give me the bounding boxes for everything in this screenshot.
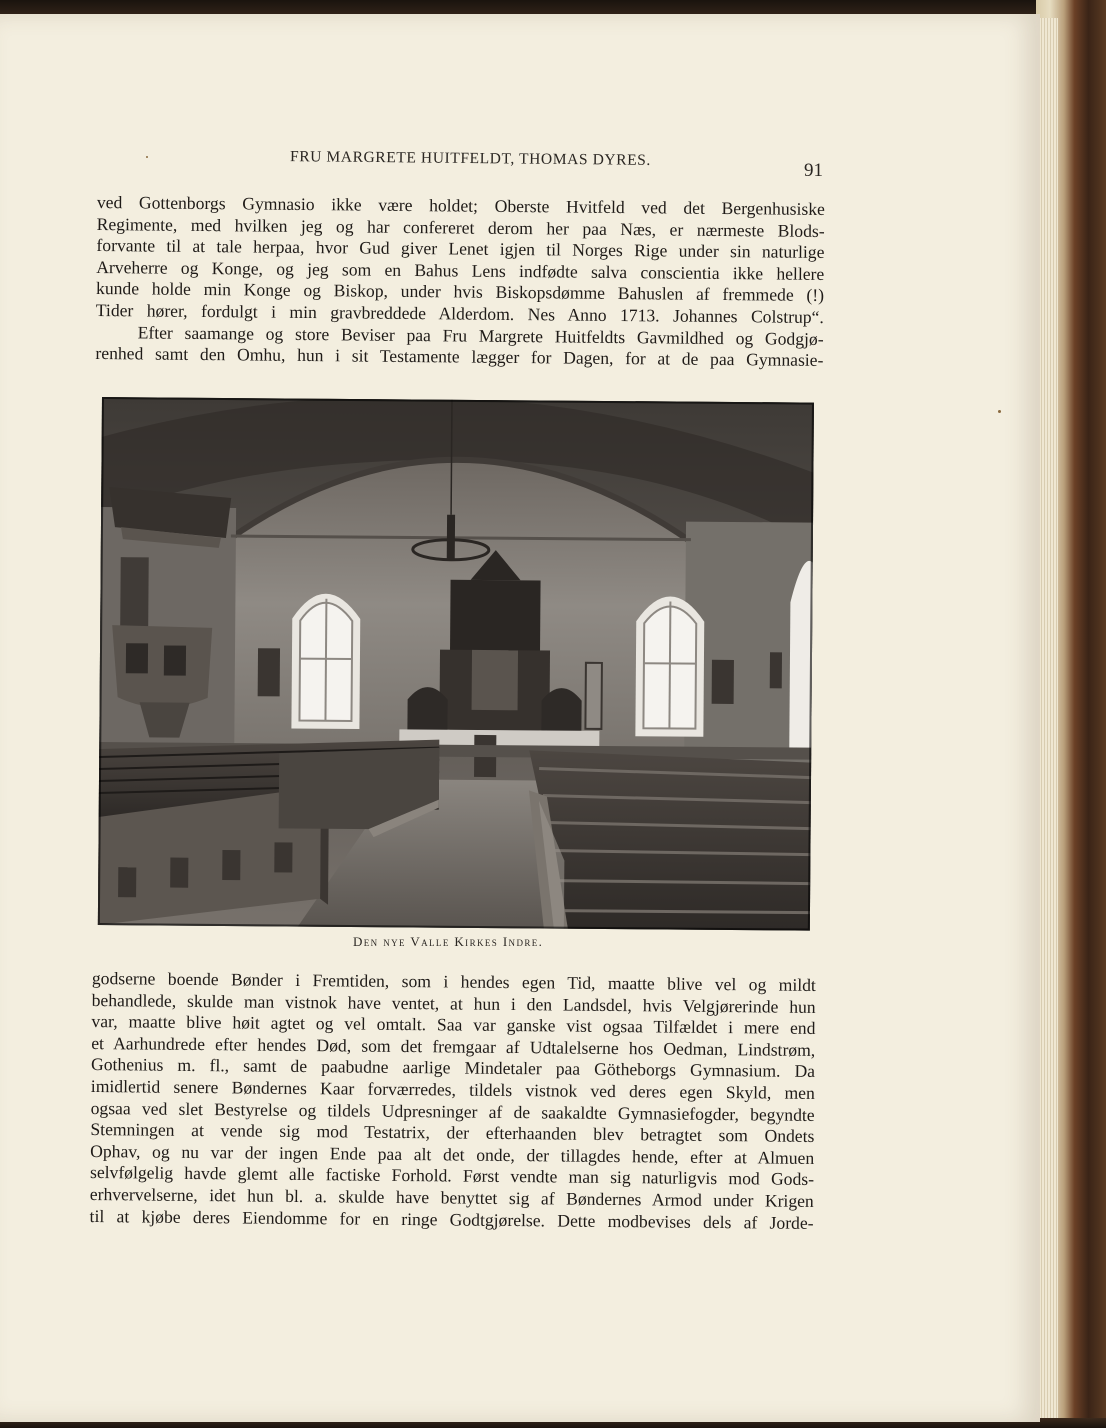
text-line: var, maatte blive høit agtet og vel omtalt. Saa var ganske vist ogsaa Tilfældet i mere end	[91, 1011, 816, 1039]
text-line: Efter saamange og store Beviser paa Fru Margrete Huitfeldts Gavmildhed og Godgjø-	[137, 321, 824, 349]
text-line: Regimente, med hvilken jeg og har confereret derom her paa Næs, er nærmeste Blods-	[96, 213, 825, 241]
text-line: renhed samt den Omhu, hun i sit Testamente lægger for Dagen, for at de paa Gymnasie-	[95, 343, 824, 371]
text-line: kunde holde min Konge og Biskop, under hvis Biskopsdømme Bahuslen af fremmede (!)	[95, 278, 825, 306]
text-line: imidlertid senere Bøndernes Kaar forværredes, tildels vistnok ved deres egen Skyld, men	[90, 1075, 815, 1103]
text-line: godserne boende Bønder i Fremtiden, som i hendes egen Tid, maatte blive vel og mildt	[91, 968, 816, 995]
page-number: 91	[804, 160, 823, 181]
text-line: Ophav, og nu var der ingen Ende paa alt det onde, der tillagdes hende, efter at Almuen	[90, 1140, 815, 1168]
bottom-paragraph-block	[90, 968, 816, 1234]
text-line: til at kjøbe deres Eiendomme for en ringe Godtgjørelse. Dette modbevises dels af Jorde-	[89, 1205, 814, 1233]
text-line: behandlede, skulde man vistnok have ventet, at hun i den Landsdel, hvis Velgjørerinde hun	[91, 989, 816, 1017]
figure-caption: Den nye Valle Kirkes Indre.	[353, 934, 544, 949]
church-interior-photo	[98, 397, 814, 931]
text-line: selvfølgelig havde glemt alle factiske Forhold. Først vendte man sig naturligvis mod Gods-	[89, 1162, 815, 1190]
text-line: ogsaa ved slet Bestyrelse og tildels Udpresninger af de saakaldte Gymnasiefogder, begyndte	[90, 1097, 815, 1125]
text-line: Tider hører, fordulgt i min gravbreddede Alderdom. Nes Anno 1713. Johannes Colstrup“.	[95, 299, 824, 327]
paper-speck	[146, 156, 148, 158]
text-line: erhvervelserne, idet hun bl. a. skulde have benyttet sig af Bøndernes Armod under Krigen	[89, 1183, 814, 1211]
top-paragraph-block	[95, 192, 825, 372]
text-line: Gothenius m. fl., samt de paabudne aarlige Mindetaler paa Götheborgs Gymnasium. Da	[90, 1054, 816, 1082]
paper-speck	[998, 410, 1001, 413]
text-line: et Aarhundrede efter hendes Død, som det fremgaar af Udtalelserne hos Oedman, Lindstrøm,	[91, 1032, 816, 1060]
text-line: Stemningen at vende sig mod Testatrix, der efterhaanden blev betragtet som Ondets	[90, 1119, 815, 1147]
text-line: forvante til at tale herpaa, hvor Gud giver Lenet igjen til Norges Rige under sin naturlige	[96, 235, 825, 263]
running-head: FRU MARGRETE HUITFELDT, THOMAS DYRES.	[289, 148, 652, 169]
text-line: ved Gottenborgs Gymnasio ikke være holdet; Oberste Hvitfeld ved det Bergenhusiske	[96, 192, 825, 219]
text-line: Arveherre og Konge, og jeg som en Bahus Lens indfødte salva conscientia ikke hellere	[96, 256, 825, 284]
